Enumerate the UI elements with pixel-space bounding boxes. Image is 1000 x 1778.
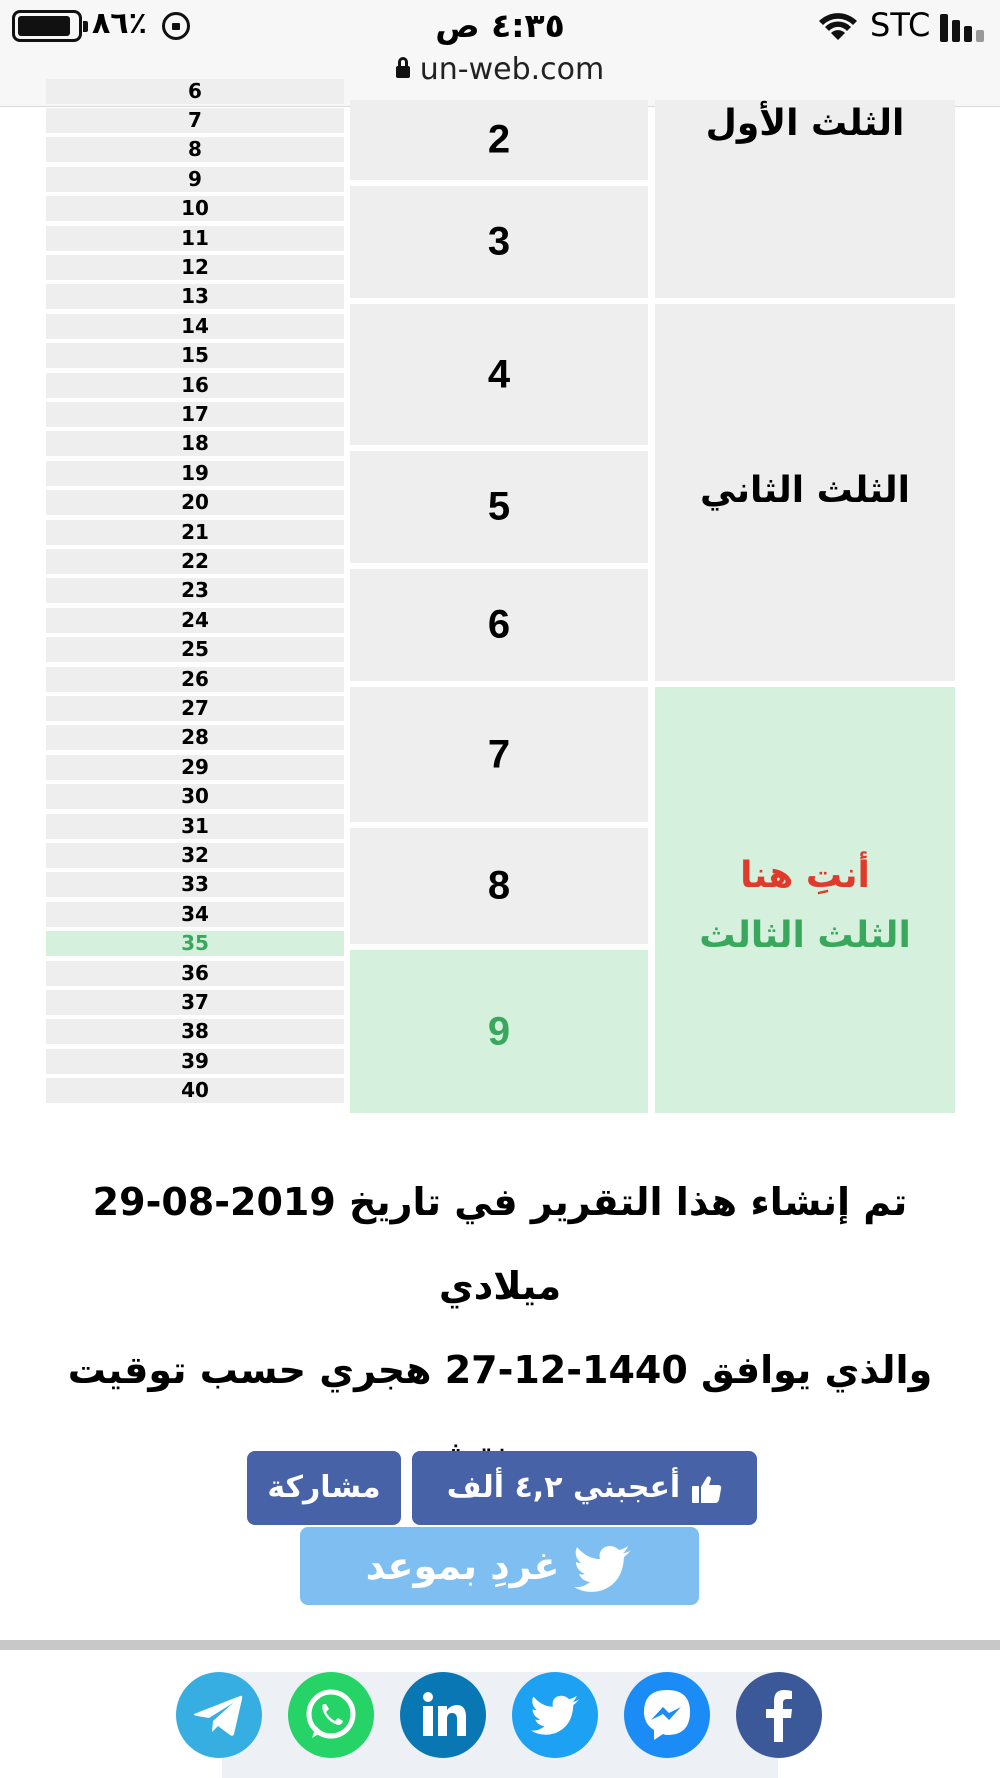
day-row: 12 <box>46 255 344 280</box>
day-row: 21 <box>46 520 344 545</box>
day-row: 10 <box>46 196 344 221</box>
wifi-icon <box>818 12 858 42</box>
messenger-icon[interactable] <box>624 1672 710 1758</box>
signal-icon <box>940 14 996 42</box>
day-row: 6 <box>46 79 344 104</box>
twitter-bird-icon <box>573 1544 633 1594</box>
like-button[interactable] <box>412 1451 757 1525</box>
facebook-icon[interactable] <box>736 1672 822 1758</box>
day-row: 38 <box>46 1019 344 1044</box>
trimester-second-cell <box>655 304 955 681</box>
month-cell: 5 <box>350 451 648 563</box>
day-row: 31 <box>46 814 344 839</box>
day-row: 7 <box>46 108 344 133</box>
day-row: 19 <box>46 461 344 486</box>
clock: ٤:٣٥ ص <box>435 6 565 45</box>
divider <box>0 1640 1000 1650</box>
day-row: 16 <box>46 373 344 398</box>
trimester-first-cell <box>655 100 955 298</box>
current-month-cell: 9 <box>350 950 648 1113</box>
like-label: أعجبني ٤,٢ ألف <box>446 1470 681 1505</box>
carrier-name: STC <box>870 6 931 44</box>
month-cell: 4 <box>350 304 648 445</box>
month-cell: 8 <box>350 828 648 944</box>
day-row: 22 <box>46 549 344 574</box>
lock-icon <box>396 66 410 78</box>
month-cell: 6 <box>350 569 648 681</box>
report-text <box>40 1160 960 1496</box>
twitter-icon[interactable] <box>512 1672 598 1758</box>
url-text: un-web.com <box>419 52 605 87</box>
report-line-1: تم إنشاء هذا التقرير في تاريخ 2019-08-29 ميلادي <box>92 1180 908 1308</box>
day-row: 30 <box>46 784 344 809</box>
day-row: 17 <box>46 402 344 427</box>
share-button[interactable]: مشاركة <box>247 1451 401 1525</box>
month-cell: 2 <box>350 100 648 180</box>
day-row: 8 <box>46 137 344 162</box>
linkedin-icon[interactable] <box>400 1672 486 1758</box>
day-row: 25 <box>46 637 344 662</box>
whatsapp-icon[interactable] <box>288 1672 374 1758</box>
social-share-bar <box>0 1650 1000 1778</box>
day-row: 28 <box>46 725 344 750</box>
you-are-here-label: أنتِ هنا <box>740 855 870 896</box>
day-row: 37 <box>46 990 344 1015</box>
day-row: 29 <box>46 755 344 780</box>
trimester-second-label: الثلث الثاني <box>700 470 910 511</box>
day-row: 27 <box>46 696 344 721</box>
current-day-row: 35 <box>46 931 344 956</box>
day-row: 26 <box>46 667 344 692</box>
day-row: 24 <box>46 608 344 633</box>
day-row: 13 <box>46 284 344 309</box>
tweet-button[interactable] <box>300 1527 699 1605</box>
trimester-first-label: الثلث الأول <box>705 103 905 144</box>
day-row: 20 <box>46 490 344 515</box>
day-row: 34 <box>46 902 344 927</box>
day-row: 39 <box>46 1049 344 1074</box>
month-cell: 7 <box>350 687 648 822</box>
day-row: 32 <box>46 843 344 868</box>
day-row: 36 <box>46 961 344 986</box>
weeks-column <box>46 78 344 1113</box>
day-row: 15 <box>46 343 344 368</box>
telegram-icon[interactable] <box>176 1672 262 1758</box>
day-row: 9 <box>46 167 344 192</box>
battery-percent: ٪٨٦ <box>92 6 147 41</box>
month-cell: 3 <box>350 186 648 298</box>
day-row: 40 <box>46 1078 344 1103</box>
tweet-label: غردِ بموعد <box>365 1544 560 1588</box>
day-row: 18 <box>46 431 344 456</box>
day-row: 11 <box>46 226 344 251</box>
trimester-third-cell <box>655 687 955 1113</box>
day-row: 14 <box>46 314 344 339</box>
report-line-2: والذي يوافق 1440-12-27 هجري حسب توقيت <box>67 1348 933 1392</box>
trimester-third-label: الثلث الثالث <box>699 915 911 956</box>
thumbs-up-icon <box>692 1475 722 1503</box>
day-row: 33 <box>46 872 344 897</box>
day-row: 23 <box>46 578 344 603</box>
